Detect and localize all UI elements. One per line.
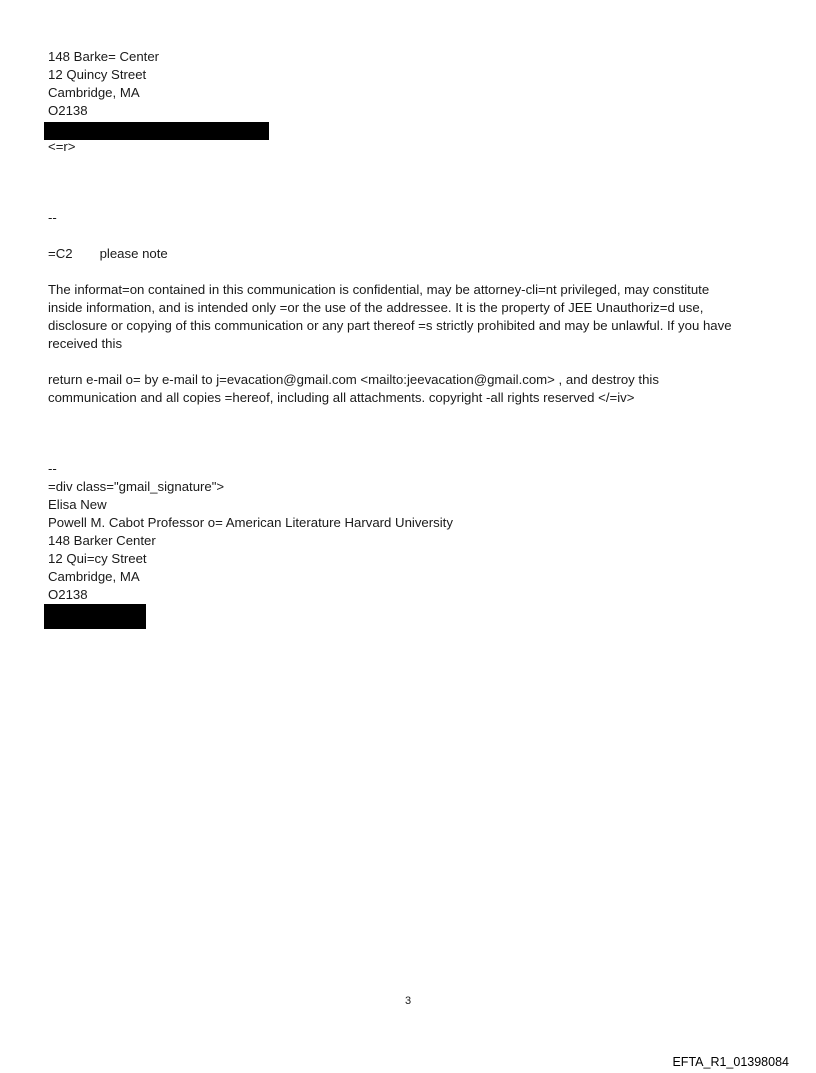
document-id: EFTA_R1_01398084	[672, 1055, 789, 1069]
disclaimer-line-1: The informat=on contained in this communication is confidential, may be attorney-cli=nt privileged, may constitute	[48, 282, 710, 297]
signature-address-3: Cambridge, MA	[48, 569, 140, 584]
disclaimer-line-3: disclosure or copying of this communication or any part thereof =s strictly prohibited and may be unlawful. If you have	[48, 318, 732, 333]
disclaimer-line-6: communication and all copies =hereof, including all attachments. copyright -all rights reserved </=iv>	[48, 390, 635, 405]
redaction-bar	[44, 122, 269, 140]
disclaimer-line-5: return e-mail o= by e-mail to j=evacation@gmail.com <mailto:jeevacation@gmail.com> , and destroy this	[48, 372, 659, 387]
address-line-2: 12 Quincy Street	[48, 67, 147, 82]
signature-name: Elisa New	[48, 497, 107, 512]
redaction-bar-2	[44, 604, 146, 629]
address-line-4: O2138	[48, 103, 88, 118]
page-number: 3	[404, 995, 412, 1007]
disclaimer-line-2: inside information, and is intended only =or the use of the addressee. It is the property of JEE Unauthoriz=d use,	[48, 300, 704, 315]
note-text: please note	[99, 246, 168, 261]
signature-address-4: O2138	[48, 587, 88, 602]
note-line	[48, 245, 168, 263]
signature-address-2: 12 Qui=cy Street	[48, 551, 147, 566]
signature-title: Powell M. Cabot Professor o= American Literature Harvard University	[48, 515, 453, 530]
signature-address-1: 148 Barker Center	[48, 533, 156, 548]
signature-separator-2: --	[48, 461, 57, 476]
tag-fragment: <=r>	[48, 139, 76, 154]
address-line-1: 148 Barke= Center	[48, 49, 160, 64]
disclaimer-line-4: received this	[48, 336, 123, 351]
note-prefix: =C2	[48, 246, 73, 261]
signature-separator: --	[48, 210, 57, 225]
address-line-3: Cambridge, MA	[48, 85, 140, 100]
signature-div-tag: =div class="gmail_signature">	[48, 479, 225, 494]
